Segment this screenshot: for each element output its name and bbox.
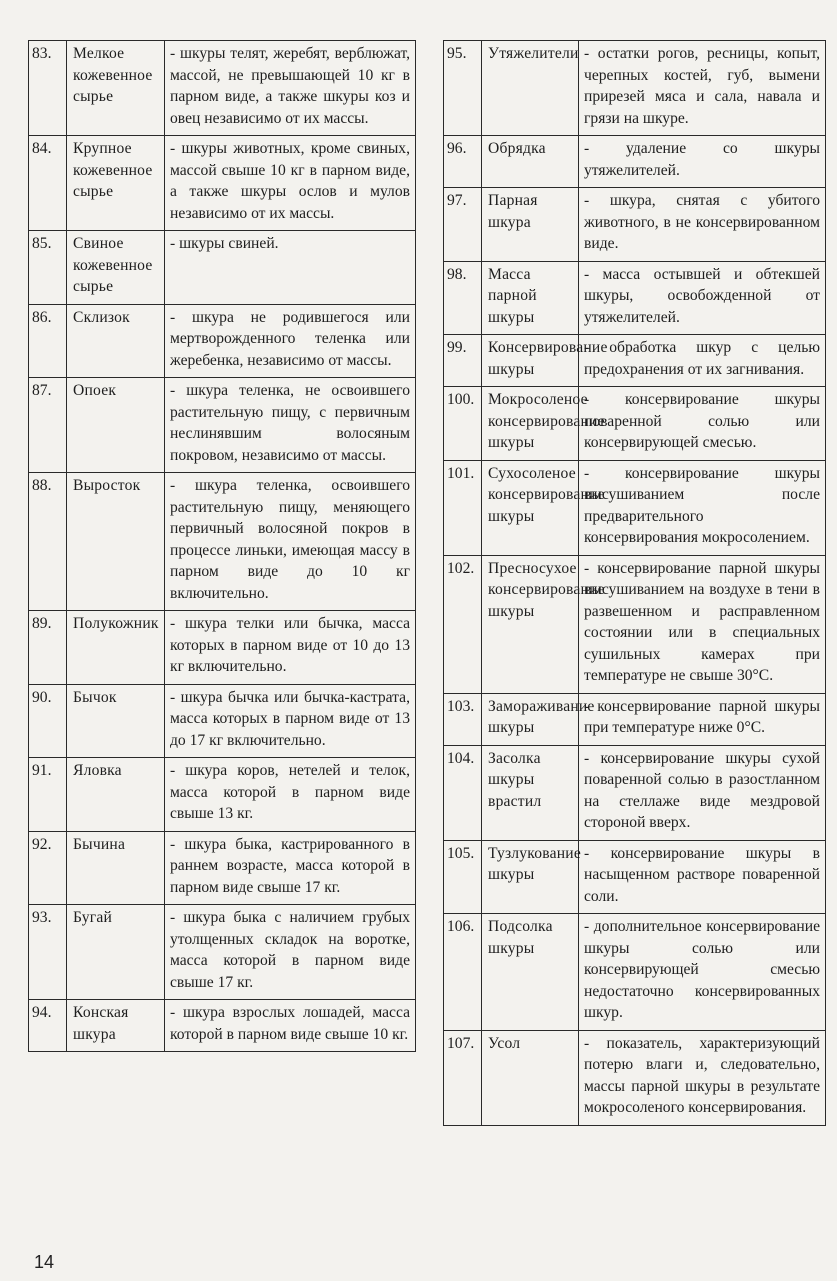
entry-definition: - шкуры животных, кроме свиных, массой свыше 10 кг в парном виде, а также шкуры ослов и мулов независимо от их массы.	[165, 136, 416, 231]
entry-definition: - шкура коров, нетелей и телок, масса которой в парном виде свыше 13 кг.	[165, 758, 416, 832]
entry-number: 92.	[29, 831, 67, 905]
entry-definition: - консервирование парной шкуры при температуре ниже 0°С.	[579, 693, 826, 745]
entry-term: Мелкое кожевенное сырье	[67, 41, 165, 136]
entry-term: Засолка шкуры врастил	[482, 745, 579, 840]
entry-definition: - удаление со шкуры утяжелителей.	[579, 136, 826, 188]
entry-term: Подсолка шкуры	[482, 914, 579, 1031]
entry-number: 97.	[444, 188, 482, 262]
table-row	[29, 905, 416, 1000]
table-row	[29, 473, 416, 611]
entry-term: Сухосоленое консервирование шкуры	[482, 460, 579, 555]
table-row	[29, 611, 416, 685]
entry-definition: - шкура, снятая с убитого животного, в не консервированном виде.	[579, 188, 826, 262]
table-row	[29, 378, 416, 473]
table-row	[444, 914, 826, 1031]
entry-term: Усол	[482, 1030, 579, 1125]
table-row	[444, 1030, 826, 1125]
table-row	[29, 831, 416, 905]
entry-definition: - шкура быка, кастрированного в раннем возрасте, масса которой в парном виде свыше 17 кг.	[165, 831, 416, 905]
entry-definition: - шкуры свиней.	[165, 231, 416, 305]
table-row	[444, 840, 826, 914]
entry-number: 91.	[29, 758, 67, 832]
entry-term: Крупное кожевенное сырье	[67, 136, 165, 231]
table-row	[29, 231, 416, 305]
entry-term: Замораживание шкуры	[482, 693, 579, 745]
entry-definition: - консервирование шкуры в насыщенном растворе поваренной соли.	[579, 840, 826, 914]
table-row	[29, 1000, 416, 1052]
right-column	[443, 40, 826, 1126]
entry-definition: - шкура взрослых лошадей, масса которой в парном виде свыше 10 кг.	[165, 1000, 416, 1052]
table-row	[29, 41, 416, 136]
glossary-table-left	[28, 40, 416, 1052]
entry-term: Масса парной шкуры	[482, 261, 579, 335]
entry-number: 104.	[444, 745, 482, 840]
entry-term: Бугай	[67, 905, 165, 1000]
entry-term: Мокросоленое консервирование шкуры	[482, 387, 579, 461]
entry-term: Бычина	[67, 831, 165, 905]
table-row	[444, 261, 826, 335]
entry-term: Бычок	[67, 684, 165, 758]
entry-number: 84.	[29, 136, 67, 231]
entry-number: 107.	[444, 1030, 482, 1125]
table-row	[444, 387, 826, 461]
entry-number: 102.	[444, 555, 482, 693]
entry-term: Пресносухое консервирование шкуры	[482, 555, 579, 693]
entry-number: 86.	[29, 304, 67, 378]
entry-number: 95.	[444, 41, 482, 136]
entry-definition: - шкура быка с наличием грубых утолщенных складок на воротке, масса которой в парном виде свыше 17 кг.	[165, 905, 416, 1000]
table-row	[444, 335, 826, 387]
entry-number: 100.	[444, 387, 482, 461]
table-row	[444, 693, 826, 745]
entry-definition: - шкура теленка, не освоившего растительную пищу, с первичным неслинявшим волосяным покровом, независимо от массы.	[165, 378, 416, 473]
entry-definition: - шкура не родившегося или мертворожденного теленка или жеребенка, независимо от массы.	[165, 304, 416, 378]
entry-number: 99.	[444, 335, 482, 387]
entry-number: 88.	[29, 473, 67, 611]
entry-number: 103.	[444, 693, 482, 745]
left-column	[28, 40, 416, 1052]
entry-definition: - остатки рогов, ресницы, копыт, черепных костей, губ, вымени прирезей мяса и сала, навала и грязи на шкуре.	[579, 41, 826, 136]
entry-term: Склизок	[67, 304, 165, 378]
table-row	[29, 304, 416, 378]
entry-term: Яловка	[67, 758, 165, 832]
entry-definition: - шкуры телят, жеребят, верблюжат, массой, не превышающей 10 кг в парном виде, а также шкуры коз и овец независимо от их массы.	[165, 41, 416, 136]
entry-number: 89.	[29, 611, 67, 685]
table-row	[444, 460, 826, 555]
entry-definition: - консервирование парной шкуры высушиванием на воздухе в тени в развешенном и расправленном состоянии или в специальных сушильных камерах при температуре не свыше 30°С.	[579, 555, 826, 693]
entry-term: Обрядка	[482, 136, 579, 188]
entry-number: 106.	[444, 914, 482, 1031]
entry-definition: - консервирование шкуры поваренной солью или консервирующей смесью.	[579, 387, 826, 461]
entry-number: 101.	[444, 460, 482, 555]
table-row	[444, 745, 826, 840]
entry-number: 93.	[29, 905, 67, 1000]
glossary-table-right	[443, 40, 826, 1126]
entry-number: 105.	[444, 840, 482, 914]
entry-definition: - шкура телки или бычка, масса которых в парном виде от 10 до 13 кг включительно.	[165, 611, 416, 685]
entry-number: 98.	[444, 261, 482, 335]
entry-definition: - обработка шкур с целью предохранения от их загнивания.	[579, 335, 826, 387]
entry-term: Консервирование шкуры	[482, 335, 579, 387]
entry-term: Парная шкура	[482, 188, 579, 262]
entry-term: Конская шкура	[67, 1000, 165, 1052]
page-number: 14	[34, 1252, 55, 1272]
entry-number: 87.	[29, 378, 67, 473]
table-row	[444, 555, 826, 693]
table-row	[29, 684, 416, 758]
entry-term: Выросток	[67, 473, 165, 611]
entry-term: Опоек	[67, 378, 165, 473]
entry-definition: - консервирование шкуры высушиванием после предварительного консервирования мокросолением.	[579, 460, 826, 555]
entry-term: Утяжелители	[482, 41, 579, 136]
table-row	[444, 188, 826, 262]
entry-term: Свиное кожевенное сырье	[67, 231, 165, 305]
entry-number: 85.	[29, 231, 67, 305]
entry-definition: - шкура теленка, освоившего растительную пищу, меняющего первичный волосяной покров в процессе линьки, имеющая массу в парном виде до 10 кг включительно.	[165, 473, 416, 611]
table-row	[29, 758, 416, 832]
entry-definition: - показатель, характеризующий потерю влаги и, следовательно, массы парной шкуры в результате мокросоленого консервирования.	[579, 1030, 826, 1125]
entry-number: 94.	[29, 1000, 67, 1052]
entry-number: 83.	[29, 41, 67, 136]
entry-definition: - консервирование шкуры сухой поваренной солью в разостланном на стеллаже виде мездровой стороной вверх.	[579, 745, 826, 840]
entry-definition: - масса остывшей и обтекшей шкуры, освобожденной от утяжелителей.	[579, 261, 826, 335]
table-row	[29, 136, 416, 231]
entry-term: Тузлукование шкуры	[482, 840, 579, 914]
entry-definition: - дополнительное консервирование шкуры солью или консервирующей смесью недостаточно консервированных шкур.	[579, 914, 826, 1031]
table-row	[444, 41, 826, 136]
table-row	[444, 136, 826, 188]
entry-number: 90.	[29, 684, 67, 758]
entry-definition: - шкура бычка или бычка-кастрата, масса которых в парном виде от 13 до 17 кг включительно.	[165, 684, 416, 758]
entry-term: Полукожник	[67, 611, 165, 685]
entry-number: 96.	[444, 136, 482, 188]
